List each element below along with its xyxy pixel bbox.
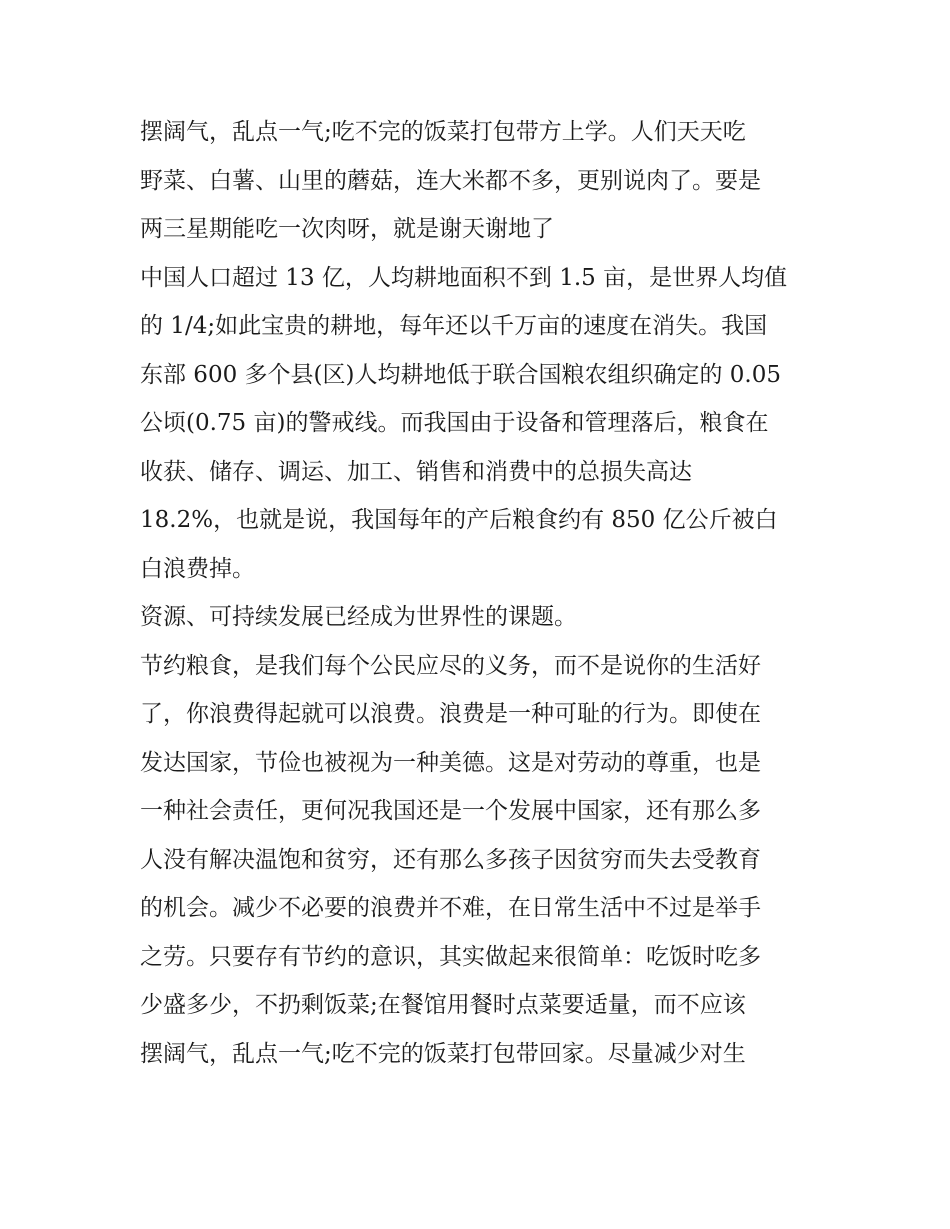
text-line: 少盛多少，不扔剩饭菜;在餐馆用餐时点菜要适量，而不应该 <box>140 992 746 1018</box>
text-line: 东部 600 多个县(区)人均耕地低于联合国粮农组织确定的 0.05 <box>140 361 781 388</box>
text-line: 白浪费掉。 <box>140 555 255 582</box>
text-line: 摆阔气，乱点一气;吃不完的饭菜打包带方上学。人们天天吃 <box>140 119 746 145</box>
text-line: 资源、可持续发展已经成为世界性的课题。 <box>140 604 577 630</box>
text-line: 发达国家，节俭也被视为一种美德。这是对劳动的尊重，也是 <box>140 749 761 776</box>
document-body <box>140 108 812 1078</box>
text-line: 节约粮食，是我们每个公民应尽的义务，而不是说你的生活好 <box>140 652 761 679</box>
text-line: 的机会。减少不必要的浪费并不难，在日常生活中不过是举手 <box>140 895 761 921</box>
text-line: 收获、储存、调运、加工、销售和消费中的总损失高达 <box>140 458 692 485</box>
text-line: 两三星期能吃一次肉呀，就是谢天谢地了 <box>140 216 554 242</box>
text-line: 一种社会责任，更何况我国还是一个发展中国家，还有那么多 <box>140 798 761 824</box>
text-line: 中国人口超过 13 亿，人均耕地面积不到 1.5 亩，是世界人均值 <box>140 264 788 291</box>
text-line: 了，你浪费得起就可以浪费。浪费是一种可耻的行为。即使在 <box>140 701 761 727</box>
text-line: 摆阔气，乱点一气;吃不完的饭菜打包带回家。尽量减少对生 <box>140 1040 746 1067</box>
text-line: 人没有解决温饱和贫穷，还有那么多孩子因贫穷而失去受教育 <box>140 846 761 873</box>
text-line: 18.2%，也就是说，我国每年的产后粮食约有 850 亿公斤被白 <box>140 507 778 533</box>
text-line: 野菜、白薯、山里的蘑菇，连大米都不多，更别说肉了。要是 <box>140 167 761 194</box>
text-line: 的 1/4;如此宝贵的耕地，每年还以千万亩的速度在消失。我国 <box>140 313 768 339</box>
text-line: 公顷(0.75 亩)的警戒线。而我国由于设备和管理落后，粮食在 <box>140 410 769 436</box>
text-line: 之劳。只要存有节约的意识，其实做起来很简单：吃饭时吃多 <box>140 943 761 970</box>
